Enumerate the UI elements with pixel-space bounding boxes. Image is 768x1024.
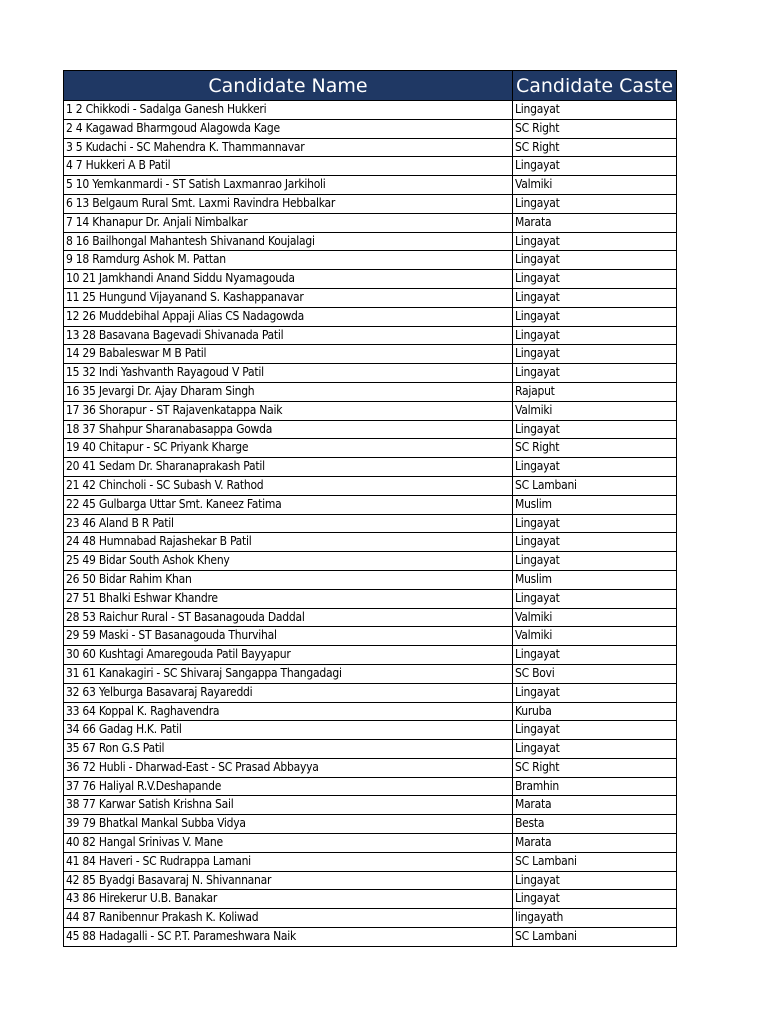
candidate-name-cell: 43 86 Hirekerur U.B. Banakar (64, 890, 513, 909)
candidate-caste-cell: SC Lambani (513, 852, 677, 871)
candidate-caste-cell: Kuruba (513, 702, 677, 721)
candidate-caste-cell: Lingayat (513, 721, 677, 740)
table-row (64, 664, 677, 683)
candidate-name-cell: 23 46 Aland B R Patil (64, 514, 513, 533)
candidate-name-cell: 35 67 Ron G.S Patil (64, 740, 513, 759)
table-row (64, 101, 677, 120)
candidate-caste-cell: Lingayat (513, 890, 677, 909)
table-row (64, 458, 677, 477)
candidate-name-cell: 27 51 Bhalki Eshwar Khandre (64, 589, 513, 608)
candidate-caste-cell: Lingayat (513, 326, 677, 345)
candidate-name-cell: 9 18 Ramdurg Ashok M. Pattan (64, 251, 513, 270)
candidate-caste-cell: Valmiki (513, 627, 677, 646)
candidate-name-cell: 38 77 Karwar Satish Krishna Sail (64, 796, 513, 815)
candidate-name-cell: 33 64 Koppal K. Raghavendra (64, 702, 513, 721)
candidate-caste-cell: SC Right (513, 439, 677, 458)
candidate-name-cell: 30 60 Kushtagi Amaregouda Patil Bayyapur (64, 646, 513, 665)
candidate-name-cell: 1 2 Chikkodi - Sadalga Ganesh Hukkeri (64, 101, 513, 120)
candidate-caste-cell: Valmiki (513, 401, 677, 420)
table-row (64, 909, 677, 928)
candidate-caste-cell: Lingayat (513, 194, 677, 213)
candidate-name-cell: 39 79 Bhatkal Mankal Subba Vidya (64, 815, 513, 834)
table-row (64, 589, 677, 608)
table-row (64, 401, 677, 420)
candidate-caste-cell: Marata (513, 796, 677, 815)
candidate-caste-cell: Lingayat (513, 270, 677, 289)
candidate-name-cell: 5 10 Yemkanmardi - ST Satish Laxmanrao Jarkiholi (64, 176, 513, 195)
candidate-name-cell: 19 40 Chitapur - SC Priyank Kharge (64, 439, 513, 458)
candidate-name-cell: 21 42 Chincholi - SC Subash V. Rathod (64, 476, 513, 495)
candidate-name-cell: 28 53 Raichur Rural - ST Basanagouda Daddal (64, 608, 513, 627)
table-row (64, 288, 677, 307)
candidate-name-cell: 13 28 Basavana Bagevadi Shivanada Patil (64, 326, 513, 345)
candidate-caste-cell: Lingayat (513, 157, 677, 176)
candidate-caste-cell: SC Lambani (513, 928, 677, 947)
table-row (64, 495, 677, 514)
table-row (64, 834, 677, 853)
candidate-name-cell: 26 50 Bidar Rahim Khan (64, 570, 513, 589)
table-row (64, 194, 677, 213)
candidate-name-cell: 36 72 Hubli - Dharwad-East - SC Prasad Abbayya (64, 758, 513, 777)
candidate-name-cell: 2 4 Kagawad Bharmgoud Alagowda Kage (64, 119, 513, 138)
candidate-caste-cell: SC Lambani (513, 476, 677, 495)
candidate-name-cell: 15 32 Indi Yashvanth Rayagoud V Patil (64, 364, 513, 383)
table-row (64, 232, 677, 251)
table-row (64, 476, 677, 495)
candidate-caste-cell: SC Right (513, 758, 677, 777)
table-row (64, 702, 677, 721)
candidate-name-cell: 16 35 Jevargi Dr. Ajay Dharam Singh (64, 382, 513, 401)
candidate-name-cell: 32 63 Yelburga Basavaraj Rayareddi (64, 683, 513, 702)
candidate-caste-cell: Lingayat (513, 589, 677, 608)
candidate-name-cell: 10 21 Jamkhandi Anand Siddu Nyamagouda (64, 270, 513, 289)
candidate-caste-cell: Lingayat (513, 251, 677, 270)
table-row (64, 721, 677, 740)
candidate-name-cell: 44 87 Ranibennur Prakash K. Koliwad (64, 909, 513, 928)
table-row (64, 382, 677, 401)
candidate-name-cell: 29 59 Maski - ST Basanagouda Thurvihal (64, 627, 513, 646)
candidate-name-cell: 41 84 Haveri - SC Rudrappa Lamani (64, 852, 513, 871)
candidate-name-cell: 31 61 Kanakagiri - SC Shivaraj Sangappa Thangadagi (64, 664, 513, 683)
candidate-caste-cell: Lingayat (513, 683, 677, 702)
table-row (64, 439, 677, 458)
candidate-caste-cell: Valmiki (513, 176, 677, 195)
candidate-name-cell: 3 5 Kudachi - SC Mahendra K. Thammannavar (64, 138, 513, 157)
header-candidate-caste: Candidate Caste (513, 71, 677, 101)
table-row (64, 758, 677, 777)
table-header-row (64, 71, 677, 101)
candidate-name-cell: 12 26 Muddebihal Appaji Alias CS Nadagowda (64, 307, 513, 326)
table-row (64, 213, 677, 232)
candidate-caste-cell: Lingayat (513, 458, 677, 477)
table-row (64, 326, 677, 345)
candidate-name-cell: 18 37 Shahpur Sharanabasappa Gowda (64, 420, 513, 439)
candidate-caste-cell: lingayath (513, 909, 677, 928)
table-row (64, 157, 677, 176)
table-row (64, 871, 677, 890)
table-row (64, 533, 677, 552)
table-row (64, 552, 677, 571)
candidate-caste-cell: Valmiki (513, 608, 677, 627)
table-row (64, 364, 677, 383)
candidate-name-cell: 37 76 Haliyal R.V.Deshapande (64, 777, 513, 796)
candidate-caste-cell: SC Right (513, 138, 677, 157)
table-row (64, 796, 677, 815)
table-row (64, 815, 677, 834)
candidate-caste-cell: SC Bovi (513, 664, 677, 683)
candidate-caste-cell: Lingayat (513, 345, 677, 364)
candidate-name-cell: 42 85 Byadgi Basavaraj N. Shivannanar (64, 871, 513, 890)
header-candidate-name: Candidate Name (64, 71, 513, 101)
candidate-caste-cell: Lingayat (513, 646, 677, 665)
table-row (64, 777, 677, 796)
candidate-caste-cell: Lingayat (513, 420, 677, 439)
candidate-caste-cell: Lingayat (513, 533, 677, 552)
candidate-name-cell: 17 36 Shorapur - ST Rajavenkatappa Naik (64, 401, 513, 420)
candidate-name-cell: 40 82 Hangal Srinivas V. Mane (64, 834, 513, 853)
candidate-caste-cell: Marata (513, 834, 677, 853)
table-row (64, 646, 677, 665)
candidate-name-cell: 24 48 Humnabad Rajashekar B Patil (64, 533, 513, 552)
table-row (64, 683, 677, 702)
table-row (64, 138, 677, 157)
candidate-name-cell: 6 13 Belgaum Rural Smt. Laxmi Ravindra Hebbalkar (64, 194, 513, 213)
table-row (64, 270, 677, 289)
candidate-name-cell: 25 49 Bidar South Ashok Kheny (64, 552, 513, 571)
candidate-caste-cell: Lingayat (513, 364, 677, 383)
candidate-caste-cell: Lingayat (513, 552, 677, 571)
candidate-caste-cell: Bramhin (513, 777, 677, 796)
candidate-caste-cell: SC Right (513, 119, 677, 138)
candidate-name-cell: 11 25 Hungund Vijayanand S. Kashappanavar (64, 288, 513, 307)
candidate-name-cell: 7 14 Khanapur Dr. Anjali Nimbalkar (64, 213, 513, 232)
candidate-caste-cell: Muslim (513, 570, 677, 589)
table-row (64, 627, 677, 646)
candidate-table (63, 70, 677, 947)
table-row (64, 570, 677, 589)
candidate-name-cell: 20 41 Sedam Dr. Sharanaprakash Patil (64, 458, 513, 477)
candidate-caste-cell: Muslim (513, 495, 677, 514)
candidate-name-cell: 4 7 Hukkeri A B Patil (64, 157, 513, 176)
candidate-caste-cell: Lingayat (513, 101, 677, 120)
table-row (64, 852, 677, 871)
candidate-caste-cell: Lingayat (513, 740, 677, 759)
candidate-caste-cell: Lingayat (513, 307, 677, 326)
candidate-name-cell: 8 16 Bailhongal Mahantesh Shivanand Koujalagi (64, 232, 513, 251)
table-row (64, 740, 677, 759)
table-row (64, 608, 677, 627)
candidate-name-cell: 45 88 Hadagalli - SC P.T. Parameshwara Naik (64, 928, 513, 947)
table-row (64, 307, 677, 326)
candidate-caste-cell: Lingayat (513, 514, 677, 533)
table-row (64, 420, 677, 439)
table-row (64, 928, 677, 947)
table-body (64, 101, 677, 947)
candidate-caste-cell: Lingayat (513, 871, 677, 890)
table-row (64, 176, 677, 195)
candidate-name-cell: 34 66 Gadag H.K. Patil (64, 721, 513, 740)
table-row (64, 345, 677, 364)
table-row (64, 514, 677, 533)
candidate-name-cell: 14 29 Babaleswar M B Patil (64, 345, 513, 364)
table-row (64, 251, 677, 270)
candidate-table-container (63, 70, 676, 947)
candidate-name-cell: 22 45 Gulbarga Uttar Smt. Kaneez Fatima (64, 495, 513, 514)
table-row (64, 119, 677, 138)
table-row (64, 890, 677, 909)
candidate-caste-cell: Rajaput (513, 382, 677, 401)
candidate-caste-cell: Lingayat (513, 232, 677, 251)
candidate-caste-cell: Lingayat (513, 288, 677, 307)
candidate-caste-cell: Marata (513, 213, 677, 232)
candidate-caste-cell: Besta (513, 815, 677, 834)
